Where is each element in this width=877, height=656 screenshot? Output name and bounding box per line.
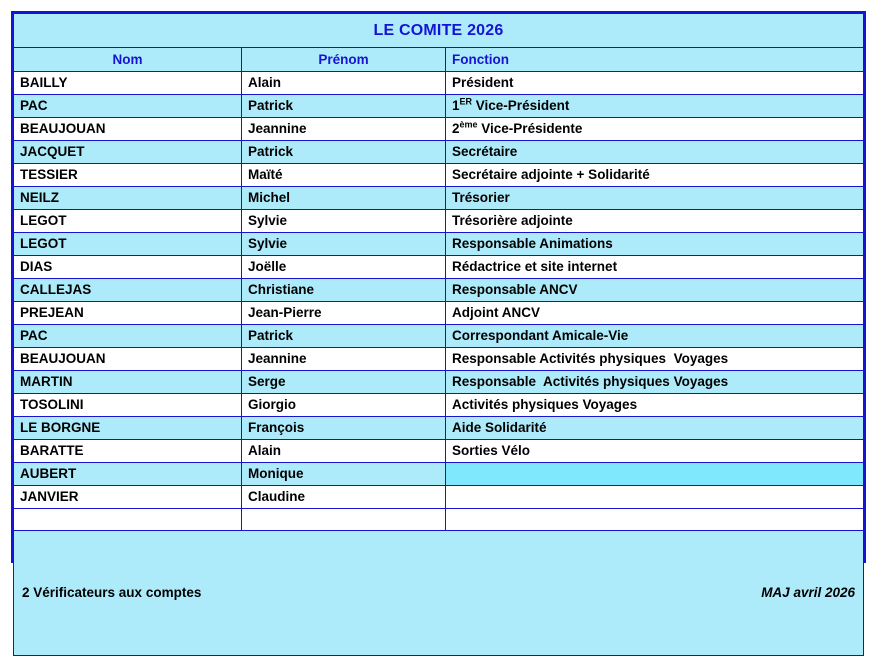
table-row <box>14 302 864 325</box>
committee-table <box>13 13 864 656</box>
column-header-nom: Nom <box>14 48 242 72</box>
cell-nom: LEGOT <box>14 210 242 233</box>
table-header-row <box>14 48 864 72</box>
cell-prenom: Sylvie <box>242 233 446 256</box>
cell-prenom: Jean-Pierre <box>242 302 446 325</box>
table-row <box>14 187 864 210</box>
cell-nom: CALLEJAS <box>14 279 242 302</box>
table-row <box>14 72 864 95</box>
cell-nom: BEAUJOUAN <box>14 348 242 371</box>
cell-prenom: Giorgio <box>242 394 446 417</box>
cell-prenom: Alain <box>242 440 446 463</box>
cell-nom: BEAUJOUAN <box>14 118 242 141</box>
cell-prenom: Claudine <box>242 486 446 509</box>
cell-nom: JANVIER <box>14 486 242 509</box>
table-row <box>14 463 864 486</box>
table-row <box>14 233 864 256</box>
cell-nom: MARTIN <box>14 371 242 394</box>
table-row <box>14 141 864 164</box>
cell-fonction <box>446 486 864 509</box>
table-row <box>14 348 864 371</box>
table-row <box>14 509 864 531</box>
cell-fonction: Responsable Activités physiques Voyages <box>446 371 864 394</box>
committee-table-container <box>11 11 866 600</box>
cell-prenom: Patrick <box>242 95 446 118</box>
table-row <box>14 486 864 509</box>
column-header-fonction: Fonction <box>446 48 864 72</box>
cell-fonction <box>446 95 864 118</box>
verifiers-note: 2 Vérificateurs aux comptes <box>22 585 202 600</box>
table-footer-row <box>14 531 864 656</box>
table-row <box>14 325 864 348</box>
cell-fonction: Trésorière adjointe <box>446 210 864 233</box>
cell-fonction: Responsable Animations <box>446 233 864 256</box>
fonction-ordinal-suffix: ER <box>459 96 473 107</box>
cell-fonction: Rédactrice et site internet <box>446 256 864 279</box>
cell-nom: NEILZ <box>14 187 242 210</box>
page-title: LE COMITE 2026 <box>14 14 864 48</box>
table-row <box>14 394 864 417</box>
cell-fonction <box>446 463 864 486</box>
cell-prenom: Alain <box>242 72 446 95</box>
cell-prenom: Joëlle <box>242 256 446 279</box>
cell-nom: TESSIER <box>14 164 242 187</box>
cell-prenom: Jeannine <box>242 118 446 141</box>
cell-fonction <box>446 118 864 141</box>
table-row <box>14 371 864 394</box>
cell-prenom: Patrick <box>242 325 446 348</box>
fonction-text: Vice-Présidente <box>477 121 583 136</box>
table-row <box>14 440 864 463</box>
cell-prenom: Monique <box>242 463 446 486</box>
cell-nom: PAC <box>14 95 242 118</box>
cell-nom: BARATTE <box>14 440 242 463</box>
fonction-ordinal-suffix: ème <box>459 119 478 130</box>
cell-fonction: Secrétaire <box>446 141 864 164</box>
cell-prenom: Maïté <box>242 164 446 187</box>
cell-prenom: François <box>242 417 446 440</box>
cell-fonction: Trésorier <box>446 187 864 210</box>
cell-fonction: Correspondant Amicale-Vie <box>446 325 864 348</box>
table-row <box>14 95 864 118</box>
cell-prenom: Serge <box>242 371 446 394</box>
cell-fonction: Aide Solidarité <box>446 417 864 440</box>
cell-nom: TOSOLINI <box>14 394 242 417</box>
table-row <box>14 118 864 141</box>
cell-nom: JACQUET <box>14 141 242 164</box>
table-row <box>14 417 864 440</box>
cell-prenom: Michel <box>242 187 446 210</box>
cell-nom: DIAS <box>14 256 242 279</box>
footer-cell <box>14 531 864 656</box>
cell-nom: LEGOT <box>14 233 242 256</box>
cell-prenom <box>242 509 446 531</box>
cell-nom <box>14 509 242 531</box>
update-date: MAJ avril 2026 <box>761 585 855 600</box>
cell-nom: AUBERT <box>14 463 242 486</box>
cell-prenom: Jeannine <box>242 348 446 371</box>
cell-fonction: Responsable Activités physiques Voyages <box>446 348 864 371</box>
cell-prenom: Patrick <box>242 141 446 164</box>
table-row <box>14 279 864 302</box>
table-row <box>14 256 864 279</box>
cell-fonction: Responsable ANCV <box>446 279 864 302</box>
cell-nom: BAILLY <box>14 72 242 95</box>
cell-prenom: Christiane <box>242 279 446 302</box>
cell-nom: PREJEAN <box>14 302 242 325</box>
cell-fonction: Activités physiques Voyages <box>446 394 864 417</box>
table-row <box>14 210 864 233</box>
column-header-prenom: Prénom <box>242 48 446 72</box>
fonction-ordinal-number: 2 <box>452 121 460 136</box>
cell-fonction: Adjoint ANCV <box>446 302 864 325</box>
cell-fonction <box>446 509 864 531</box>
table-row <box>14 164 864 187</box>
cell-prenom: Sylvie <box>242 210 446 233</box>
fonction-ordinal-number: 1 <box>452 98 460 113</box>
cell-nom: PAC <box>14 325 242 348</box>
cell-fonction: Président <box>446 72 864 95</box>
cell-fonction: Secrétaire adjointe + Solidarité <box>446 164 864 187</box>
cell-nom: LE BORGNE <box>14 417 242 440</box>
fonction-text: Vice-Président <box>472 98 570 113</box>
cell-fonction: Sorties Vélo <box>446 440 864 463</box>
table-title-row <box>14 14 864 48</box>
